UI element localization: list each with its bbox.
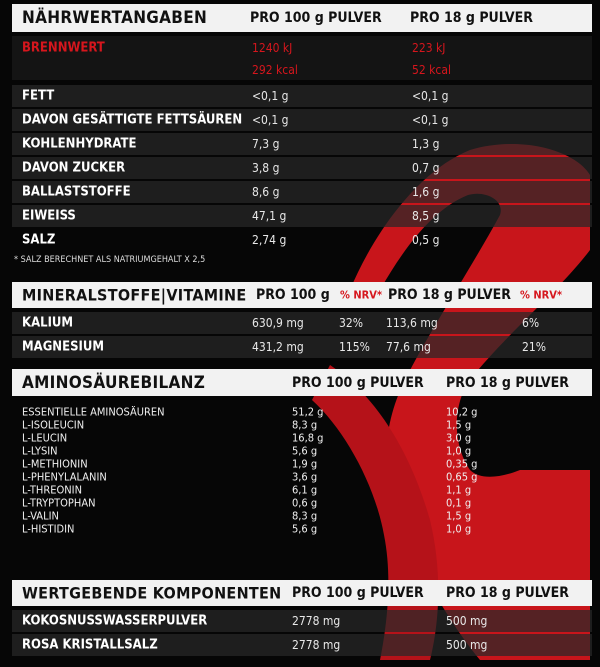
column-header-18g: PRO 18 g PULVER — [388, 287, 511, 303]
value-100g: 8,3 g — [292, 418, 318, 431]
column-header-nrv-18g: % NRV* — [520, 288, 563, 302]
amino-label: L-PHENYLALANIN — [22, 470, 107, 483]
value-18g: 0,35 g — [446, 457, 478, 470]
value-100g: <0,1 g — [252, 89, 289, 103]
column-header-18g: PRO 18 g PULVER — [446, 374, 569, 391]
value-18g: 1,5 g — [446, 418, 472, 431]
section-header-mineral — [12, 282, 592, 308]
value-100g: 3,6 g — [292, 470, 318, 483]
row-label: DAVON GESÄTTIGTE FETTSÄUREN — [22, 112, 243, 128]
value-18g: 1,1 g — [446, 483, 472, 496]
value-18g: 77,6 mg — [386, 340, 431, 354]
energy-kcal-18g: 52 kcal — [412, 63, 451, 77]
column-header-18g: PRO 18 g PULVER — [446, 585, 569, 601]
row-label: EIWEISS — [22, 208, 76, 224]
salt-footnote: * SALZ BERECHNET ALS NATRIUMGEHALT X 2,5 — [14, 255, 206, 265]
section-header-komponenten — [12, 580, 592, 606]
amino-row — [12, 522, 592, 535]
table-row — [12, 85, 592, 107]
amino-row — [12, 444, 592, 457]
row-label: MAGNESIUM — [22, 339, 104, 355]
energy-row-kcal — [12, 59, 592, 81]
row-label: ROSA KRISTALLSALZ — [22, 637, 158, 653]
column-header-100g: PRO 100 g PULVER — [292, 585, 424, 601]
value-100g: 1,9 g — [292, 457, 318, 470]
amino-row — [12, 431, 592, 444]
amino-label: L-METHIONIN — [22, 457, 88, 470]
nrv-18g: 6% — [522, 316, 540, 330]
value-18g: 1,0 g — [446, 522, 472, 535]
amino-label: L-LEUCIN — [22, 431, 68, 444]
value-18g: 1,5 g — [446, 509, 472, 522]
value-100g: 8,6 g — [252, 185, 280, 199]
amino-label: L-ISOLEUCIN — [22, 418, 85, 431]
column-header-100g: PRO 100 g — [256, 287, 330, 303]
row-label: KALIUM — [22, 315, 74, 331]
section-title: AMINOSÄUREBILANZ — [22, 372, 206, 393]
value-18g: 0,5 g — [412, 233, 440, 247]
value-100g: 2778 mg — [292, 638, 341, 652]
value-100g: 0,6 g — [292, 496, 318, 509]
table-row — [12, 634, 592, 656]
energy-row-kj — [12, 37, 592, 59]
row-label: DAVON ZUCKER — [22, 160, 126, 176]
value-100g: 2778 mg — [292, 614, 341, 628]
amino-row — [12, 496, 592, 509]
value-18g: 1,0 g — [446, 444, 472, 457]
table-row — [12, 205, 592, 227]
nrv-100g: 32% — [339, 316, 363, 330]
section-title: NÄHRWERTANGABEN — [22, 8, 208, 28]
energy-kcal-100g: 292 kcal — [252, 63, 298, 77]
amino-row — [12, 509, 592, 522]
row-label: KOKOSNUSSWASSERPULVER — [22, 613, 208, 629]
row-label: FETT — [22, 88, 55, 104]
value-100g: 630,9 mg — [252, 316, 304, 330]
value-100g: 431,2 mg — [252, 340, 304, 354]
value-18g: 3,0 g — [446, 431, 472, 444]
value-18g: 500 mg — [446, 638, 488, 652]
value-100g: 16,8 g — [292, 431, 324, 444]
table-row — [12, 133, 592, 155]
value-18g: 0,7 g — [412, 161, 440, 175]
value-18g: 8,5 g — [412, 209, 440, 223]
table-row — [12, 229, 592, 251]
energy-kj-18g: 223 kJ — [412, 41, 446, 55]
table-row — [12, 336, 592, 358]
row-label: BALLASTSTOFFE — [22, 184, 131, 200]
amino-row — [12, 483, 592, 496]
column-header-18g: PRO 18 g PULVER — [410, 10, 533, 26]
nrv-100g: 115% — [339, 340, 370, 354]
section-title: MINERALSTOFFE|VITAMINE — [22, 285, 247, 305]
value-18g: 1,6 g — [412, 185, 440, 199]
amino-label: L-LYSIN — [22, 444, 58, 457]
value-18g: <0,1 g — [412, 89, 449, 103]
value-100g: 8,3 g — [292, 509, 318, 522]
value-100g: 47,1 g — [252, 209, 287, 223]
amino-label: L-TRYPTOPHAN — [22, 496, 96, 509]
value-18g: 0,1 g — [446, 496, 472, 509]
amino-label: L-VALIN — [22, 509, 59, 522]
amino-label: L-THREONIN — [22, 483, 83, 496]
nrv-18g: 21% — [522, 340, 546, 354]
table-row — [12, 181, 592, 203]
column-header-100g: PRO 100 g PULVER — [292, 374, 424, 391]
value-100g: 2,74 g — [252, 233, 287, 247]
table-row — [12, 109, 592, 131]
amino-label: L-HISTIDIN — [22, 522, 75, 535]
value-100g: 3,8 g — [252, 161, 280, 175]
value-18g: <0,1 g — [412, 113, 449, 127]
value-100g: <0,1 g — [252, 113, 289, 127]
value-100g: 6,1 g — [292, 483, 318, 496]
amino-label: ESSENTIELLE AMINOSÄUREN — [22, 405, 165, 418]
value-18g: 1,3 g — [412, 137, 440, 151]
section-title: WERTGEBENDE KOMPONENTEN — [22, 583, 282, 603]
value-100g: 5,6 g — [292, 444, 318, 457]
amino-row — [12, 405, 592, 418]
column-header-100g: PRO 100 g PULVER — [250, 10, 382, 26]
value-18g: 500 mg — [446, 614, 488, 628]
table-row — [12, 610, 592, 632]
amino-row — [12, 418, 592, 431]
section-header-amino — [12, 369, 592, 396]
row-label: KOHLENHYDRATE — [22, 136, 137, 152]
column-header-nrv-100g: % NRV* — [340, 288, 383, 302]
value-100g: 51,2 g — [292, 405, 324, 418]
amino-row — [12, 457, 592, 470]
energy-label: BRENNWERT — [22, 40, 105, 56]
amino-row — [12, 470, 592, 483]
table-row — [12, 157, 592, 179]
energy-kj-100g: 1240 kJ — [252, 41, 293, 55]
value-18g: 113,6 mg — [386, 316, 438, 330]
value-18g: 10,2 g — [446, 405, 478, 418]
value-100g: 5,6 g — [292, 522, 318, 535]
value-100g: 7,3 g — [252, 137, 280, 151]
row-label: SALZ — [22, 232, 56, 248]
value-18g: 0,65 g — [446, 470, 478, 483]
table-row — [12, 312, 592, 334]
section-header-naehrwerte — [12, 4, 592, 32]
